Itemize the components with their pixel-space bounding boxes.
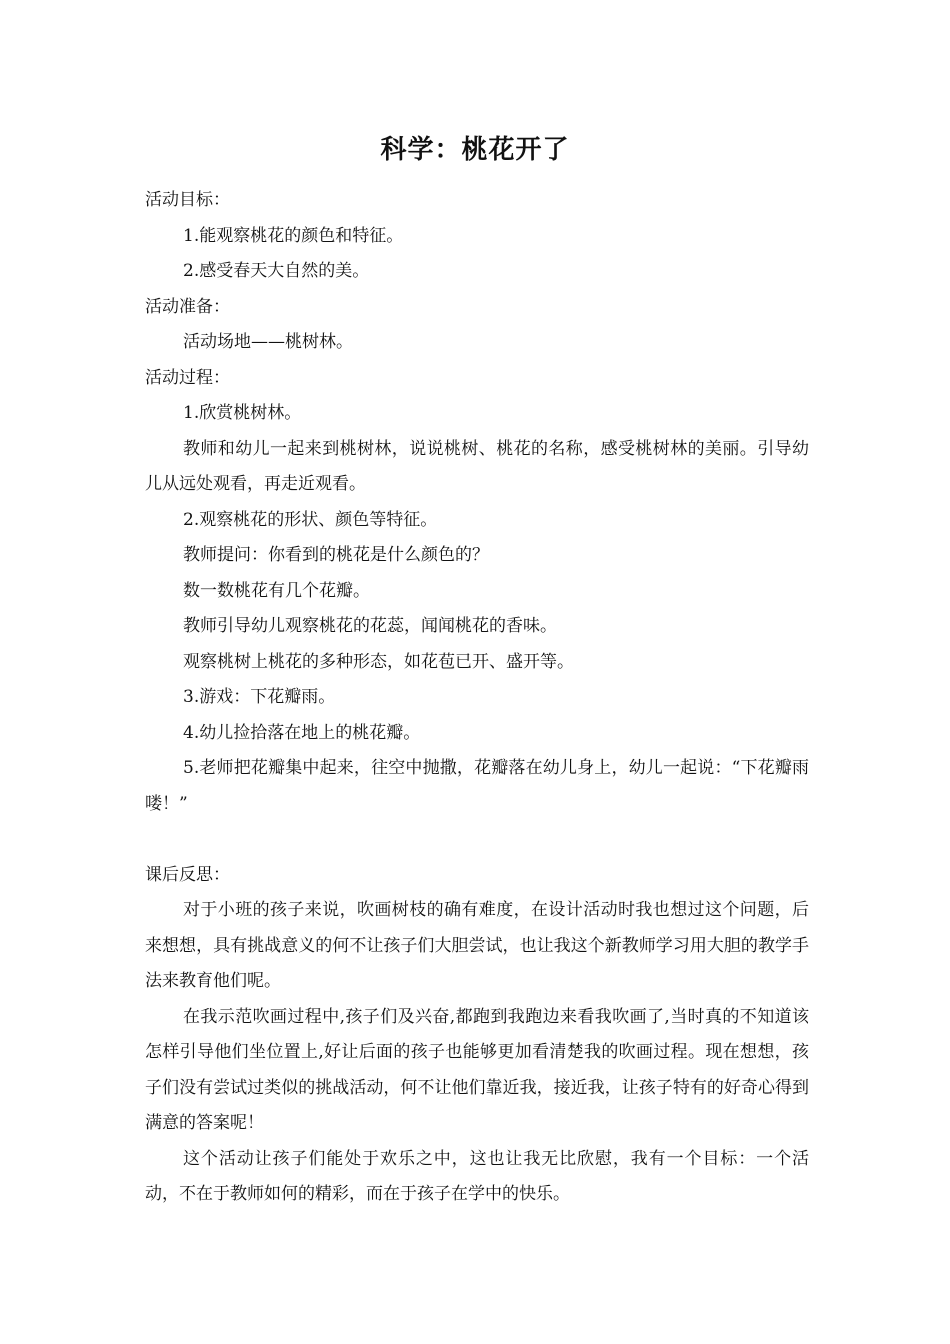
process-paragraph: 教师引导幼儿观察桃花的花蕊，闻闻桃花的香味。 [183,616,557,636]
process-paragraph: 教师和幼儿一起来到桃树林，说说桃树、桃花的名称，感受桃树林的美丽。引导幼儿从远处观看，再走近观看。 [145,438,809,494]
reflection-paragraph: 这个活动让孩子们能处于欢乐之中，这也让我无比欣慰，我有一个目标：一个活动，不在于教师如何的精彩，而在于孩子在学中的快乐。 [145,1148,809,1204]
process-step: 4.幼儿捡拾落在地上的桃花瓣。 [183,722,421,743]
prep-heading: 活动准备： [145,296,230,317]
process-step: 3.游戏：下花瓣雨。 [183,687,336,707]
process-heading: 活动过程： [145,367,230,388]
process-paragraph: 教师提问：你看到的桃花是什么颜色的？ [183,545,489,565]
goal-heading: 活动目标： [145,190,230,210]
process-step: 1.欣赏桃树林。 [183,403,302,423]
process-step: 5.老师把花瓣集中起来，往空中抛撒，花瓣落在幼儿身上，幼儿一起说：“下花瓣雨喽！” [145,758,809,814]
process-paragraph: 数一数桃花有几个花瓣。 [183,580,370,601]
goal-item: 1.能观察桃花的颜色和特征。 [183,225,404,246]
blank-line [145,822,809,858]
reflection-paragraph: 在我示范吹画过程中,孩子们及兴奋,都跑到我跑边来看我吹画了,当时真的不知道该怎样引导他们坐位置上,好让后面的孩子也能够更加看清楚我的吹画过程。现在想想，孩子们没有尝试过类似的挑战活动，何不让他们靠近我，接近我，让孩子特有的好奇心得到满意的答案呢！ [145,1006,809,1133]
goal-item: 2.感受春天大自然的美。 [183,261,370,281]
document-title: 科学：桃花开了 [380,135,570,165]
process-step: 2.观察桃花的形状、颜色等特征。 [183,509,438,530]
document-body [145,183,809,1213]
prep-item: 活动场地——桃树林。 [183,332,353,352]
reflection-paragraph: 对于小班的孩子来说，吹画树枝的确有难度，在设计活动时我也想过这个问题，后来想想，具有挑战意义的何不让孩子们大胆尝试，也让我这个新教师学习用大胆的教学手法来教育他们呢。 [145,900,809,991]
reflection-heading: 课后反思： [145,864,230,885]
process-paragraph: 观察桃树上桃花的多种形态，如花苞已开、盛开等。 [183,651,574,672]
